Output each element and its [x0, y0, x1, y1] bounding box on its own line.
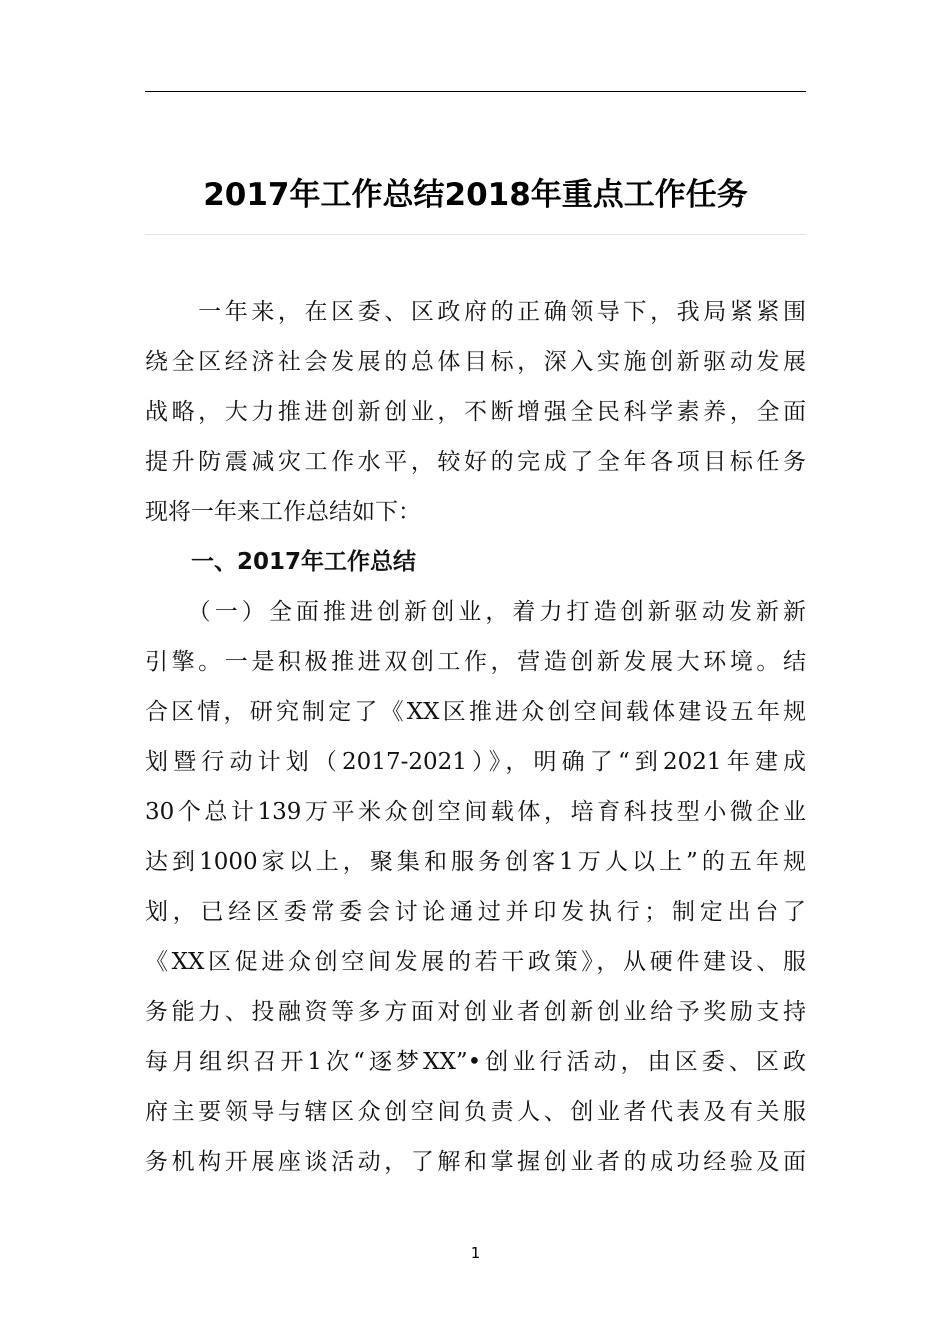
document-title: 2017年工作总结2018年重点工作任务 [203, 177, 748, 213]
paragraph-line-3: 战略，大力推进创新创业，不断增强全民科学素养，全面 [145, 399, 806, 425]
paragraph-line-15: 务能力、投融资等多方面对创业者创新创业给予奖励支持 [145, 999, 806, 1025]
paragraph-line-11: 30个总计139万平米众创空间载体，培育科技型小微企业 [145, 799, 806, 825]
paragraph-line-9: 合区情，研究制定了《XX区推进众创空间载体建设五年规 [145, 699, 806, 725]
paragraph-line-16: 每月组织召开1次“逐梦XX”•创业行活动，由区委、区政 [145, 1049, 806, 1075]
paragraph-line-14: 《XX区促进众创空间发展的若干政策》，从硬件建设、服 [145, 949, 806, 975]
paragraph-line-13: 划，已经区委常委会讨论通过并印发执行；制定出台了 [145, 899, 806, 925]
paragraph-line-2: 绕全区经济社会发展的总体目标，深入实施创新驱动发展 [145, 349, 806, 375]
paragraph-line-1: 一年来，在区委、区政府的正确领导下，我局紧紧围 [145, 299, 806, 325]
paragraph-line-7: （一）全面推进创新创业，着力打造创新驱动发新新 [145, 599, 806, 625]
paragraph-line-18: 务机构开展座谈活动，了解和掌握创业者的成功经验及面 [145, 1149, 806, 1175]
paragraph-line-12: 达到1000家以上，聚集和服务创客1万人以上”的五年规 [145, 849, 806, 875]
paragraph-line-10: 划暨行动计划（2017-2021）》，明确了“到2021年建成 [145, 749, 806, 775]
paragraph-line-5: 现将一年来工作总结如下： [145, 499, 421, 525]
title-underline [145, 234, 806, 235]
paragraph-line-8: 引擎。一是积极推进双创工作，营造创新发展大环境。结 [145, 649, 806, 675]
paragraph-line-4: 提升防震减灾工作水平，较好的完成了全年各项目标任务 [145, 449, 806, 475]
header-rule [145, 91, 806, 92]
page-number: 1 [470, 1244, 481, 1262]
section-heading: 一、2017年工作总结 [145, 549, 417, 575]
paragraph-line-17: 府主要领导与辖区众创空间负责人、创业者代表及有关服 [145, 1099, 806, 1125]
